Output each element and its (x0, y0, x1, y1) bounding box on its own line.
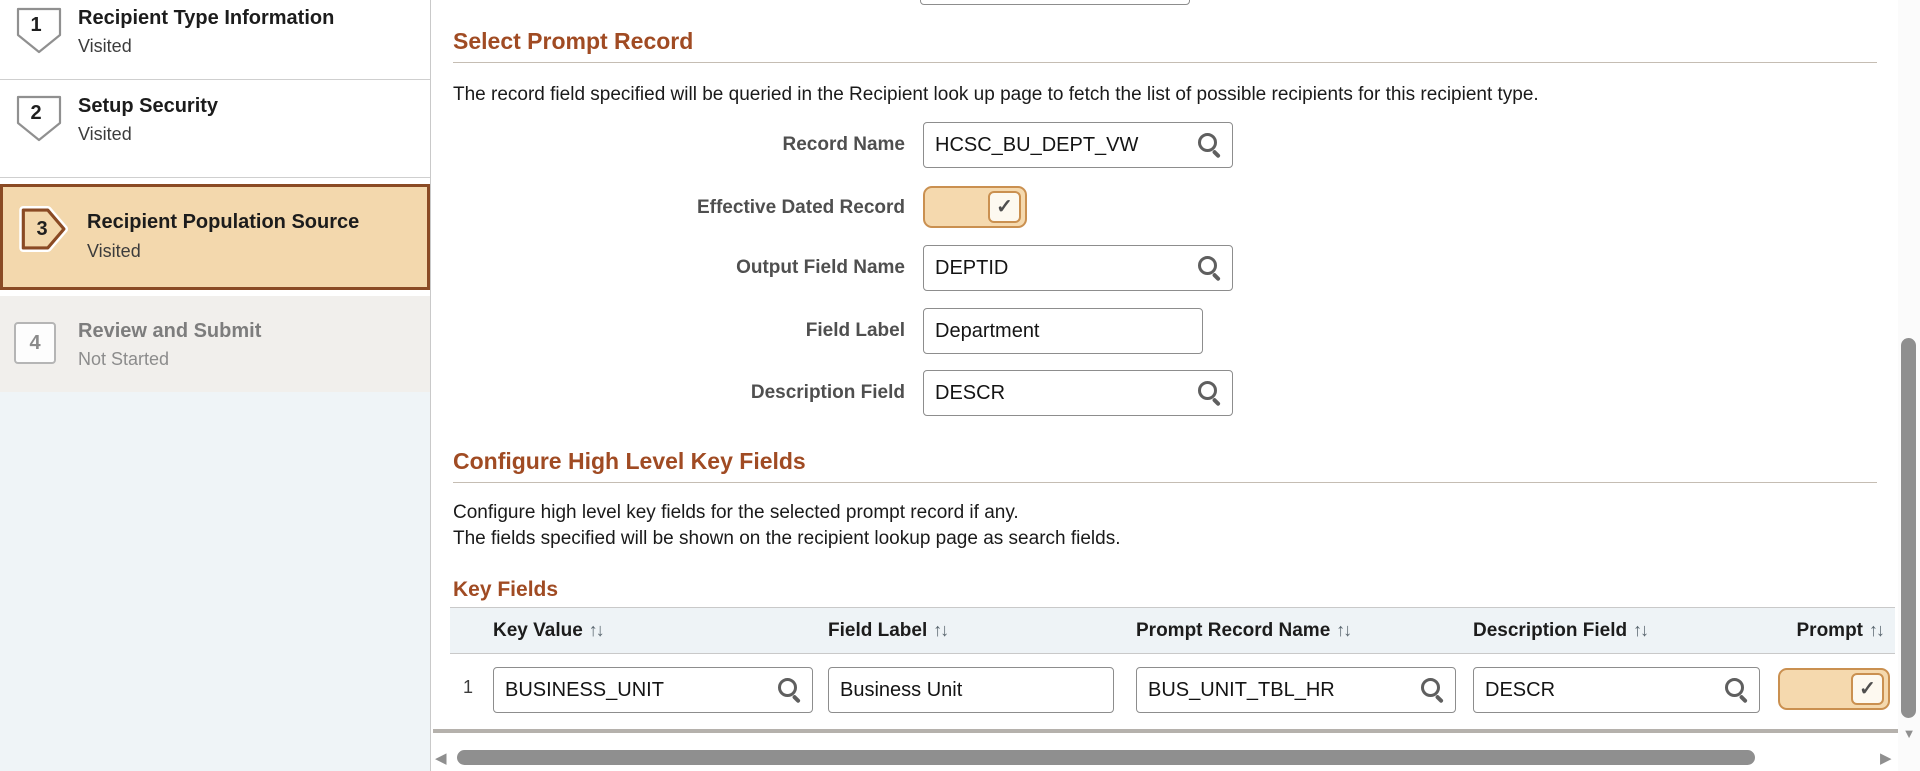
checkmark-icon: ✓ (988, 191, 1021, 223)
scroll-right-icon[interactable]: ▶ (1880, 750, 1892, 767)
column-header-prompt-record-name[interactable]: Prompt Record Name ↑↓ (1136, 620, 1351, 641)
sidebar-background (0, 392, 430, 771)
sort-icon[interactable]: ↑↓ (1633, 620, 1648, 640)
step-number: 2 (30, 102, 42, 124)
sidebar-step-review-and-submit[interactable] (0, 296, 430, 392)
sort-icon[interactable]: ↑↓ (1869, 620, 1883, 640)
record-name-label: Record Name (782, 134, 905, 155)
configure-key-fields-heading: Configure High Level Key Fields (453, 448, 806, 474)
cropped-field-above[interactable] (920, 0, 1190, 5)
step-status: Visited (87, 241, 141, 261)
heading-rule (453, 482, 1877, 483)
step-title: Recipient Type Information (78, 7, 335, 29)
key-fields-heading: Key Fields (453, 578, 559, 601)
step-number: 3 (36, 218, 48, 240)
sidebar-step-setup-security[interactable] (0, 80, 430, 178)
wizard-step-list (0, 0, 431, 771)
description-field-input[interactable] (924, 371, 1232, 415)
key-fields-grid (450, 607, 1895, 722)
step-status: Not Started (78, 349, 170, 369)
key-fields-grid-header (450, 608, 1895, 654)
output-field-name-input[interactable] (924, 246, 1232, 290)
column-header-field-label[interactable]: Field Label ↑↓ (828, 620, 948, 641)
output-field-name-label: Output Field Name (736, 257, 905, 278)
search-icon[interactable] (1198, 133, 1221, 156)
step-number: 4 (29, 332, 41, 354)
sidebar-step-recipient-population-source-current[interactable] (0, 184, 430, 290)
description-field-label: Description Field (750, 382, 905, 403)
scroll-down-icon[interactable]: ▼ (1902, 726, 1916, 741)
step-status: Visited (78, 36, 132, 56)
field-label-label: Field Label (805, 320, 905, 341)
search-icon[interactable] (1198, 381, 1221, 404)
sidebar-step-recipient-type-information[interactable] (0, 0, 430, 80)
field-label-input[interactable] (924, 309, 1202, 353)
row-number: 1 (463, 677, 474, 697)
step-title: Recipient Population Source (87, 211, 360, 233)
configure-key-fields-line2: The fields specified will be shown on the recipient lookup page as search fields. (453, 528, 1121, 549)
search-icon[interactable] (778, 678, 801, 701)
prompt-record-name-input[interactable] (1137, 668, 1455, 712)
scroll-left-icon[interactable]: ◀ (435, 750, 447, 767)
step-not-started-badge-icon (14, 322, 56, 364)
row-field-label-input[interactable] (829, 668, 1113, 712)
effective-dated-record-label: Effective Dated Record (696, 197, 905, 218)
field-label-field (923, 308, 1203, 354)
column-header-description-field[interactable]: Description Field ↑↓ (1473, 620, 1648, 641)
description-field-field (923, 370, 1233, 416)
recipient-population-source-panel (431, 0, 1898, 771)
row-description-input[interactable] (1474, 668, 1759, 712)
vertical-scrollbar-track[interactable] (1898, 0, 1920, 771)
search-icon[interactable] (1421, 678, 1444, 701)
column-header-prompt[interactable]: Prompt ↑↓ (1796, 620, 1883, 641)
step-number: 1 (30, 14, 42, 36)
column-header-key-value[interactable]: Key Value ↑↓ (493, 620, 603, 641)
prompt-record-name-field (1136, 667, 1456, 713)
output-field-name-field (923, 245, 1233, 291)
content-bottom-edge (433, 729, 1898, 733)
select-prompt-description: The record field specified will be queried in the Recipient look up page to fetch the list of possible recipients for this recipient type. (453, 84, 1539, 105)
search-icon[interactable] (1198, 256, 1221, 279)
step-title: Setup Security (78, 95, 219, 117)
configure-key-fields-line1: Configure high level key fields for the selected prompt record if any. (453, 502, 1019, 523)
search-icon[interactable] (1725, 678, 1748, 701)
record-name-input[interactable] (924, 123, 1232, 167)
select-prompt-record-heading: Select Prompt Record (453, 28, 694, 54)
sort-icon[interactable]: ↑↓ (1336, 620, 1351, 640)
sort-icon[interactable]: ↑↓ (933, 620, 948, 640)
sort-icon[interactable]: ↑↓ (588, 620, 603, 640)
key-value-field (493, 667, 813, 713)
prompt-checkbox[interactable] (1778, 668, 1890, 710)
step-status: Visited (78, 124, 132, 144)
checkmark-icon: ✓ (1851, 673, 1884, 705)
step-title: Review and Submit (78, 320, 262, 342)
cropped-input[interactable] (921, 0, 1189, 4)
row-description-field (1473, 667, 1760, 713)
key-value-input[interactable] (494, 668, 812, 712)
vertical-scrollbar-thumb[interactable] (1901, 338, 1916, 718)
heading-rule (453, 62, 1877, 63)
effective-dated-record-checkbox[interactable] (923, 186, 1027, 228)
key-fields-row (450, 654, 1895, 722)
row-field-label-field (828, 667, 1114, 713)
record-name-field (923, 122, 1233, 168)
horizontal-scrollbar-thumb[interactable] (457, 750, 1755, 765)
